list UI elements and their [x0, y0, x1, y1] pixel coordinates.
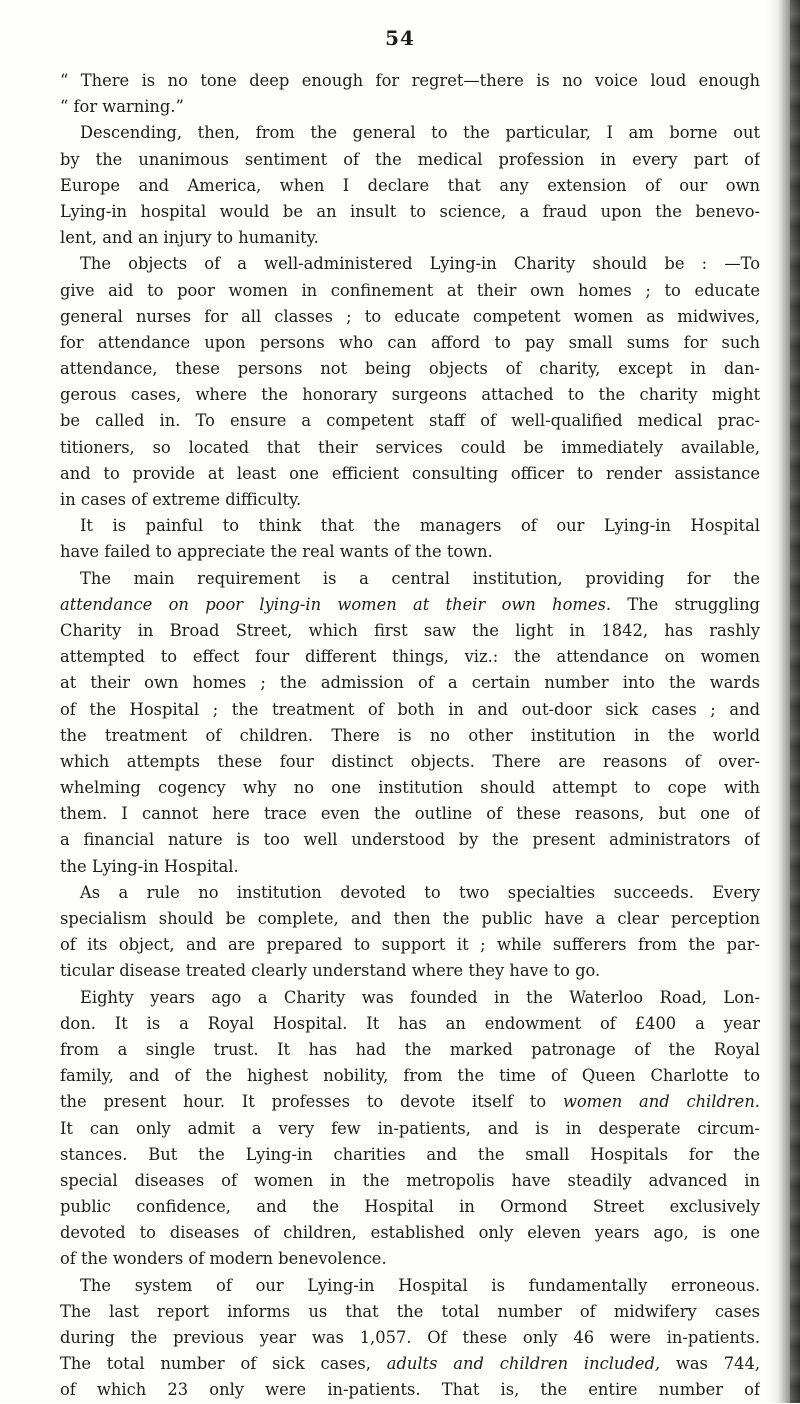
- text-line: It can only admit a very few in-patients, and is in desperate circum-: [60, 1118, 760, 1138]
- italic-phrase: attendance on poor lying-in women at their own homes.: [60, 594, 612, 614]
- text-line: be called in. To ensure a competent staff of well-qualified medical prac-: [60, 411, 760, 431]
- text-line: Europe and America, when I declare that any extension of our own: [60, 175, 760, 195]
- text-line: whelming cogency why no one institution should attempt to cope with: [60, 778, 760, 798]
- text-line: Lying-in hospital would be an insult to science, a fraud upon the benevo-: [60, 201, 760, 221]
- text-line: public confidence, and the Hospital in Ormond Street exclusively: [60, 1197, 760, 1217]
- text-line: general nurses for all classes ; to educate competent women as midwives,: [60, 306, 760, 326]
- text-line: and to provide at least one efficient consulting officer to render assistance: [60, 463, 760, 483]
- text-line: “ There is no tone deep enough for regret—there is no voice loud enough: [60, 71, 760, 90]
- text-line: Descending, then, from the general to the particular, I am borne out: [80, 123, 760, 143]
- italic-phrase: adults and children included,: [386, 1354, 661, 1374]
- text-line: titioners, so located that their services could be immediately available,: [60, 437, 760, 457]
- text-line: special diseases of women in the metropolis have steadily advanced in: [60, 1170, 760, 1190]
- text-line: the Lying-in Hospital.: [60, 856, 239, 876]
- text-line: have failed to appreciate the real wants of the town.: [60, 542, 493, 562]
- text-line: Charity in Broad Street, which first saw the light in 1842, has rashly: [60, 620, 760, 640]
- text-line: which attempts these four distinct objects. There are reasons of over-: [60, 751, 760, 771]
- binding-edge: [790, 0, 800, 1403]
- italic-phrase: women and children.: [562, 1092, 760, 1112]
- text-line: in cases of extreme difficulty.: [60, 490, 302, 509]
- text-line: specialism should be complete, and then the public have a clear perception: [60, 909, 760, 928]
- text-line: of its object, and are prepared to support it ; while sufferers from the par-: [60, 935, 760, 955]
- text-line: stances. But the Lying-in charities and the small Hospitals for the: [60, 1144, 760, 1164]
- text-line: of which 23 only were in-patients. That is, the entire number of: [60, 1380, 760, 1400]
- text-line: by the unanimous sentiment of the medical profession in every part of: [60, 149, 760, 169]
- text-line: “ for warning.”: [60, 97, 184, 117]
- text-line: of the Hospital ; the treatment of both in and out-door sick cases ; and: [60, 699, 760, 719]
- text-line: don. It is a Royal Hospital. It has an endowment of £400 a year: [60, 1013, 760, 1033]
- text-line: attendance, these persons not being objects of charity, except in dan-: [60, 359, 760, 379]
- text-line: attendance on poor lying-in women at their own homes. The struggling: [60, 594, 760, 614]
- text-line: the present hour. It professes to devote itself to women and children.: [60, 1092, 760, 1112]
- text-line: give aid to poor women in confinement at their own homes ; to educate: [60, 280, 760, 300]
- text-line: during the previous year was 1,057. Of these only 46 were in-patients.: [60, 1328, 760, 1347]
- text-line: The objects of a well-administered Lying-in Charity should be : —To: [80, 254, 760, 274]
- text-line: The main requirement is a central institution, providing for the: [80, 568, 760, 588]
- text-line: lent, and an injury to humanity.: [60, 228, 319, 248]
- text-line: devoted to diseases of children, established only eleven years ago, is one: [60, 1223, 760, 1243]
- text-line: It is painful to think that the managers of our Lying-in Hospital: [80, 516, 760, 536]
- text-line: a financial nature is too well understood by the present administrators of: [60, 830, 760, 850]
- text-line: The system of our Lying-in Hospital is fundamentally erroneous.: [80, 1275, 760, 1295]
- text-line: family, and of the highest nobility, from the time of Queen Charlotte to: [60, 1066, 760, 1086]
- text-line: As a rule no institution devoted to two specialties succeeds. Every: [80, 882, 760, 902]
- text-line: Eighty years ago a Charity was founded in the Waterloo Road, Lon-: [80, 987, 760, 1007]
- text-line: attempted to effect four different things, viz.: the attendance on women: [60, 647, 760, 667]
- text-line: from a single trust. It has had the marked patronage of the Royal: [60, 1039, 760, 1059]
- text-line: The last report informs us that the total number of midwifery cases: [60, 1301, 760, 1321]
- body-text: [60, 68, 760, 1404]
- text-line: the treatment of children. There is no other institution in the world: [60, 725, 760, 745]
- text-line: for attendance upon persons who can afford to pay small sums for such: [60, 332, 760, 352]
- text-line: of the wonders of modern benevolence.: [60, 1249, 387, 1269]
- text-line: ticular disease treated clearly understand where they have to go.: [60, 961, 601, 981]
- text-line: The total number of sick cases, adults and children included, was 744,: [60, 1354, 760, 1374]
- text-line: gerous cases, where the honorary surgeons attached to the charity might: [60, 385, 760, 405]
- page-number: 54: [385, 26, 415, 50]
- text-line: at their own homes ; the admission of a certain number into the wards: [60, 673, 760, 693]
- text-line: them. I cannot here trace even the outline of these reasons, but one of: [60, 804, 760, 824]
